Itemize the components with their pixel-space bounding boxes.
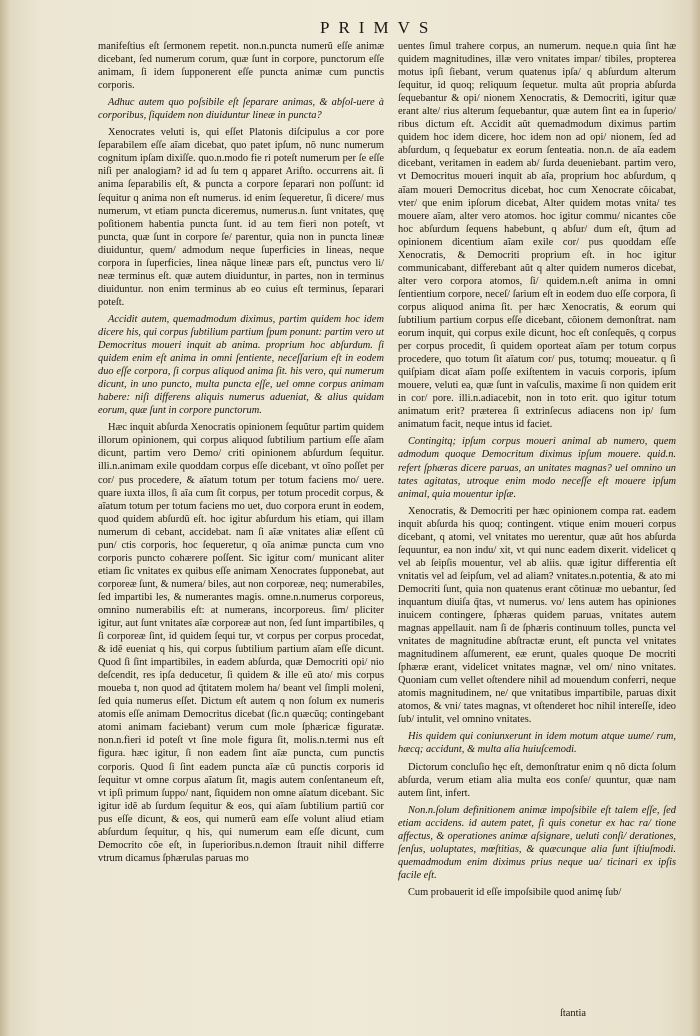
right-text-column — [398, 40, 676, 899]
paragraph: Xenocratis, & Democriti per hæc opinionem compa rat. eadem inquit abſurda his quoq; contingent. vtique enim moueri corpus dicebant, q atomi, vel vnitates mo uerentur, quæ aũt hos abſurda ſequuntur, ea non indu/ xit, vt qui nunc eadem dixerit. videlicet q vel ab ſeipſis mouentur, vel ab aliis. quæ igitur differentia eſt vnitatis vel ad ſeipſum, vel ad aliam? vnitates.n.potentia, & ato mi Democriti ſunt, quia non quatenus erant cõtinuæ mo uebantur, ſed inquantum diuiſa q̃tas, vt numerus. vo/ lens autem has opiniones inuicem contingere, ſphæras quidem paruas, vnitates autem magnas appellauit. nam ſi de ſphæris continuum tolles, puncta vel vnitates de magnitudine abſtractæ erunt, eſt puncta vel vnitates magnitudinem aſſumerent, eæ erunt, quales quoque De mocriti ſphæræ erant, videlicet vnitates magnæ, vel om/ nino vnitates. Quoniam cum vellet oſtendere nihil ad mouendum conferri, neque atomis magnitudinem, ne/ que vnitatibus impartibile, paruas dixit atomos, & vni/ tates magnas, vt oſtenderet hoc nihil intereſſe, ideo ſub/ intulit, vel omnino vnitates. — [398, 505, 676, 726]
page-edge-shadow-left — [0, 0, 10, 1036]
catchword: ſtantia — [560, 1008, 586, 1019]
paragraph: Contingitq; ipſum corpus moueri animal ab numero, quem admodum quoque Democritum diximus ipſum mouere. quid.n. refert ſphæras dicere paruas, an unitates magnas? uel omnino un tates agitatas, utroque enim modo neceſſe eſt mouere ipſum animal, quia mouentur ipſæ. — [398, 436, 676, 500]
paragraph: Xenocrates veluti is, qui eſſet Platonis diſcipulus a cor pore ſeparabilem eſſe aĩam dicebat, quo patet ipſum, nõ nunc numerum cognitum ipſam dixiſſe. quo.n.modo fie ri poteſt numerum per ſe eſſe niſi per analogiam? id ad ſu tem q apparet Ariſto. occurrens ait. ſi anima ſeparabilis eſt, & puncta a corpore ſeparari non poſſunt: id ſequitur q anima non eſt numerus. id enim ſequeretur, ſi dicere/ mus numerum, vt etiam puncta diceremus, numerus.n. ſunt vnitates, quę poſitionem habentia puncta ſunt. id au tem fieri non poteſt, vt puncta, quæ ſunt in corpore ſe/ parentur, quia non in puncta lineæ diuiduntur, quem/ admodum neque ſuperficies in lineas, neque corpora in ſuperficies, linea nãque lineæ pars eſt, punctus vero li/ neæ terminus eſt. quæ autem diuiduntur, in partes, non in terminus diuiduntur. non enim terminus ab eo cuius eſt terminus, ſeparari poteſt. — [98, 127, 384, 308]
paragraph: Non.n.ſolum definitionem animæ impoſsibile eſt talem eſſe, ſed etiam accidens. id autem patet, ſi quis conetur ex hac ra/ tione affectus, & operationes animæ aſsignare, ueluti conſi/ derationes, ſenſus, uoluptates, mœſtitias, & quæcunque alia ſunt iſtiuſmodi. quemadmodum enim diximus prius neque ua/ ticinari ex ipſis facile eſt. — [398, 804, 676, 881]
paragraph: Adhuc autem quo poſsibile eſt ſeparare animas, & abſol-uere à corporibus, ſiquidem non diuiduntur lineæ in puncta? — [98, 97, 384, 122]
left-text-column — [98, 40, 384, 865]
paragraph: uentes ſimul trahere corpus, an numerum. neque.n quia ſint hæ quidem magnitudines, illæ vero vnitates impar/ tibiles, propterea motus ipſi ſiebant, verum quatenus ipſa/ q abſurdum alterum ſequitur, id quoq; reliquum ſequetur. multa aũt propria abſurda ſequebantur & opi/ nionem Xenocratis, & Democriti, igitur quæ erant alte/ rius alterum ſequebantur, quæ autem ſint ea in ſuperio/ ribus dictum eſt. Accidit aũt quemadmodum diximus partim quidem hoc idem dicere, hoc idem non ad opi/ nionem, ſed ad abſurdum, q ſequebatur ex eorum ſenteatia. non.n. de aĩa eadem dicebant, veritamen in eadem ab/ ſurda deueniebant. partim vero, vt Democritus moueri inquit ab aĩa, proprium hoc abſurdum, q aĩam moueri Democritus dicebat, hoc cum Xenocrate cõicabat, vter/ que enim ipſorum dicebat, Alter quidem motas vnita/ tes mouere aĩam, alter vero atomos. hoc igitur commu/ nicantes cõe hoc abſurdum ſequens habebunt, q abſur/ dum eſt, q̃tum ad opinionem dicentium aĩam exile cor/ pus quoddam eſſe Xenocratis, & Democriti proprium eſt. in hoc igitur communicabant, differebant aũt q alter quidem numeros dicebat, alter vero corpora atomos, ſi/ quidem.n.eſt anima in omni ſentientium corpore, neceſ/ ſarium eſt in eodem duo eſſe corpora, ſi corpus aliquod anima ſit. per hæc Xenocratis, & eorum qui ſubtilium partium corpus eſſe dicebant, cõionem demonſtrat. nam eorum inquit, qui corpus exile dicunt, hoc eſt conſequẽs, q corpus per corpus procedit, ſi quidem oporteat aĩam per totum corpus procedere, quo totum ſit aĩatum cor/ pus, totumq; moueatur. q ſi quiſpiam dicat aĩam poſſe exiſtentem in vacuis corporis, ipſum mouere, veluti ea, quæ ſunt in vaſculis, maxime ſi non quidem erit in cor/ pore. illi.n.adiacebit, non in toto erit. quo igitur totum animatum erit? præterea ſi extrinſecus adiacens non ip/ ſum animatum facit, neque intus id faciet. — [398, 41, 676, 431]
paragraph: Hæc inquit abſurda Xenocratis opinionem ſequũtur partim quidem illorum opinionem, qui corpus aliquod ſubtilium partium eſſe aĩam dicunt, partim vero Demo/ criti opinionem abſurdum ſequitur. illi.n.animam exile quoddam corpus eſſe dicebant, vt oĩno poſſet per cor/ pus procedere, & aĩatum totum per totum faciens mo/ uere. quare iuxta illos, ſi aĩa cum ſit corpus, per totum procedit corpus, & aĩatum totum per totum faciens mo uet, duo corpora erunt in eodem, quod quidem abſurdũ eſt. hoc igitur abſurdum his etiam, qui illam numerum di cebant, accidebat. nam ſi aĩæ vnitates aliæ eſſent cũ pun/ ctis corporis, hoc ſequeretur, q oĩa animæ puncta cum vno corporis puncto cohærere poſſent. Sic igitur com/ municant aliter etiam ſic vnitates ex quibus eſſe animam Xenocrates ſupponebat, aut corporeæ ſunt, & numera/ biles, aut non corporeæ, neq; numerabiles, ſed impartibi les, & numerantes magis. omne.n.numerus corporeus, omnino numerabilis eſt: at numerans, incorporeus. ſim/ pliciter igitur, aut ſunt vnitates aĩæ corporeæ aut non, ſed ſunt impartibiles, q ſi corporeæ ſint, id quidem ſequi tur, vt corpus per corpus procedat, & idẽ eueniat q his, qui corpus ſubtilium partium aĩam eſſe dicunt. Quod ſi ſint impartibiles, in eadem abſurda, quæ Democriti opi/ nio deſcendit, res ipſa deducetur, ſi quidem & ille eũ ato/ mis corpus moueba t, non quod ad q̃titatem molem ha/ beant vel ſimpli moleni, ſed quia numerus eſſet. Dictum eſt autem q non ſolum ex numeris atomis eſſe animam Democritus dicebat (ſic.n quæcũq; contingebant atomi animam faciebant) verum cum mole ſphæricæ figuratæ. non.n.fieri id poteſt vt ſine mole figura ſit, molis.n.termi nus eſt figura. hæc igitur, ſi non eadem ſint aĩæ puncta, cum punctis corporis. Quod ſi ſint eadem puncta aĩæ cũ punctis corporis id ſequitur vt omne corpus aĩatum ſit, magis autem conſentaneum eſt, vt ipſi primum ſuppo/ nant, ſiquidem non omne aĩatum dicebant. Sic igitur idẽ ab ſurdum ſequitur & eos, qui aĩam ſubtilium partiũ cor pus eſſe dicunt, & eos, qui numerũ eam eſſe volunt aliud etiam abſurdum ſequitur, q his, qui numerum eam eſſe dicunt, cum Democrito cõe eſt, in ſuperioribus.n.demon ſtrauit nihil differre vtrum dicamus ſphærulas paruas mo — [98, 422, 384, 864]
page-edge-shadow-right — [690, 0, 700, 1036]
running-head: PRIMVS — [320, 18, 438, 37]
paragraph: Dictorum concluſio hęc eſt, demonſtratur enim q nõ dicta ſolum abſurda, verum etiam alia multa eos conſe/ quuntur, quæ nam autem ſint, infert. — [398, 761, 676, 799]
paragraph: Accidit autem, quemadmodum diximus, partim quidem hoc idem dicere his, qui corpus ſubtilium partium ſpum ponunt: partim vero ut Democritus moueri inquit ab anima. proprium hoc abſurdum. ſi quidem enim eſt anima in omni ſentiente, neceſſarium eſt in eodem duo eſſe corpora, ſi corpus aliquod anima ſit. his vero, qui numerum dicunt, in uno puncto, multa puncta eſſe, uel omne corpus animam habere: niſi differens aliquis numerus adueniat, & alius quidam eorum, quæ ſunt in corpore punctorum. — [98, 313, 384, 417]
paragraph: His quidem qui coniunxerunt in idem motum atque uume/ rum, hæcq; accidunt, & multa alia huiuſcemodi. — [398, 731, 676, 756]
paragraph: manifeſtius eſt ſermonem repetit. non.n.puncta numerũ eſſe animæ dicebant, ſed numerum corum, quæ ſunt in corpore, punctorum eſſe animam, ſi idem ſupponerent eſſe puncta animæ cum punctis corporis. — [98, 41, 384, 92]
paragraph: Cum probauerit id eſſe impoſsibile quod animę ſub/ — [408, 886, 622, 898]
